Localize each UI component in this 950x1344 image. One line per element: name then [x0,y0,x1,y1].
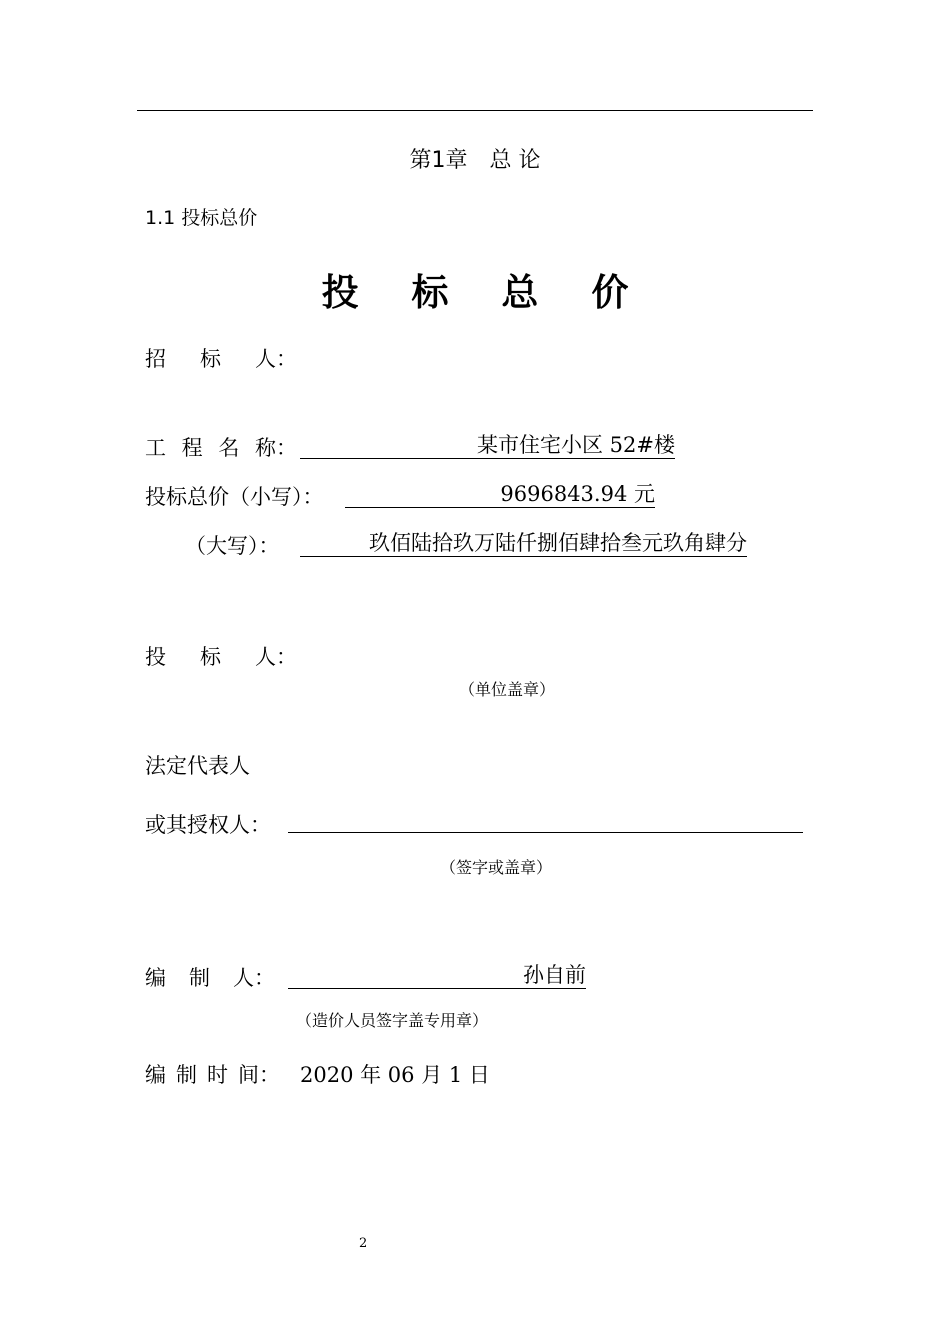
bidder-note: （单位盖章） [459,680,556,699]
bidder-label: 投 标 人： [145,645,297,669]
compiler-value: 孙自前 [288,962,586,989]
legal-rep-label: 法定代表人 [145,754,250,778]
chapter-title: 总 论 [489,148,541,173]
chapter-heading [0,143,950,174]
compile-time-label: 编 制 时 间： [145,1063,280,1087]
page-number: 2 [359,1236,368,1251]
legal-rep-signature-line [288,832,803,833]
compile-time-value: 2020 年 06 月 1 日 [300,1063,490,1087]
chapter-number: 第1章 [409,148,468,173]
project-name-label: 工 程 名 称： [145,436,297,460]
authorized-label: 或其授权人： [145,813,271,837]
compiler-label: 编 制 人： [145,966,275,990]
compiler-note: （造价人员签字盖专用章） [296,1011,489,1030]
total-large-label: （大写）： [185,534,280,558]
header-rule [137,110,813,111]
project-name-value: 某市住宅小区 52#楼 [300,432,675,459]
total-small-label: 投标总价（小写）： [145,485,324,509]
section-heading: 1.1 投标总价 [145,207,258,229]
total-large-value: 玖佰陆拾玖万陆仟捌佰肆拾叁元玖角肆分 [300,530,747,557]
tenderer-label: 招 标 人： [145,347,297,371]
total-small-value: 9696843.94 元 [345,481,655,508]
form-title: 投 标 总 价 [321,271,649,314]
legal-rep-note: （签字或盖章） [440,858,553,877]
